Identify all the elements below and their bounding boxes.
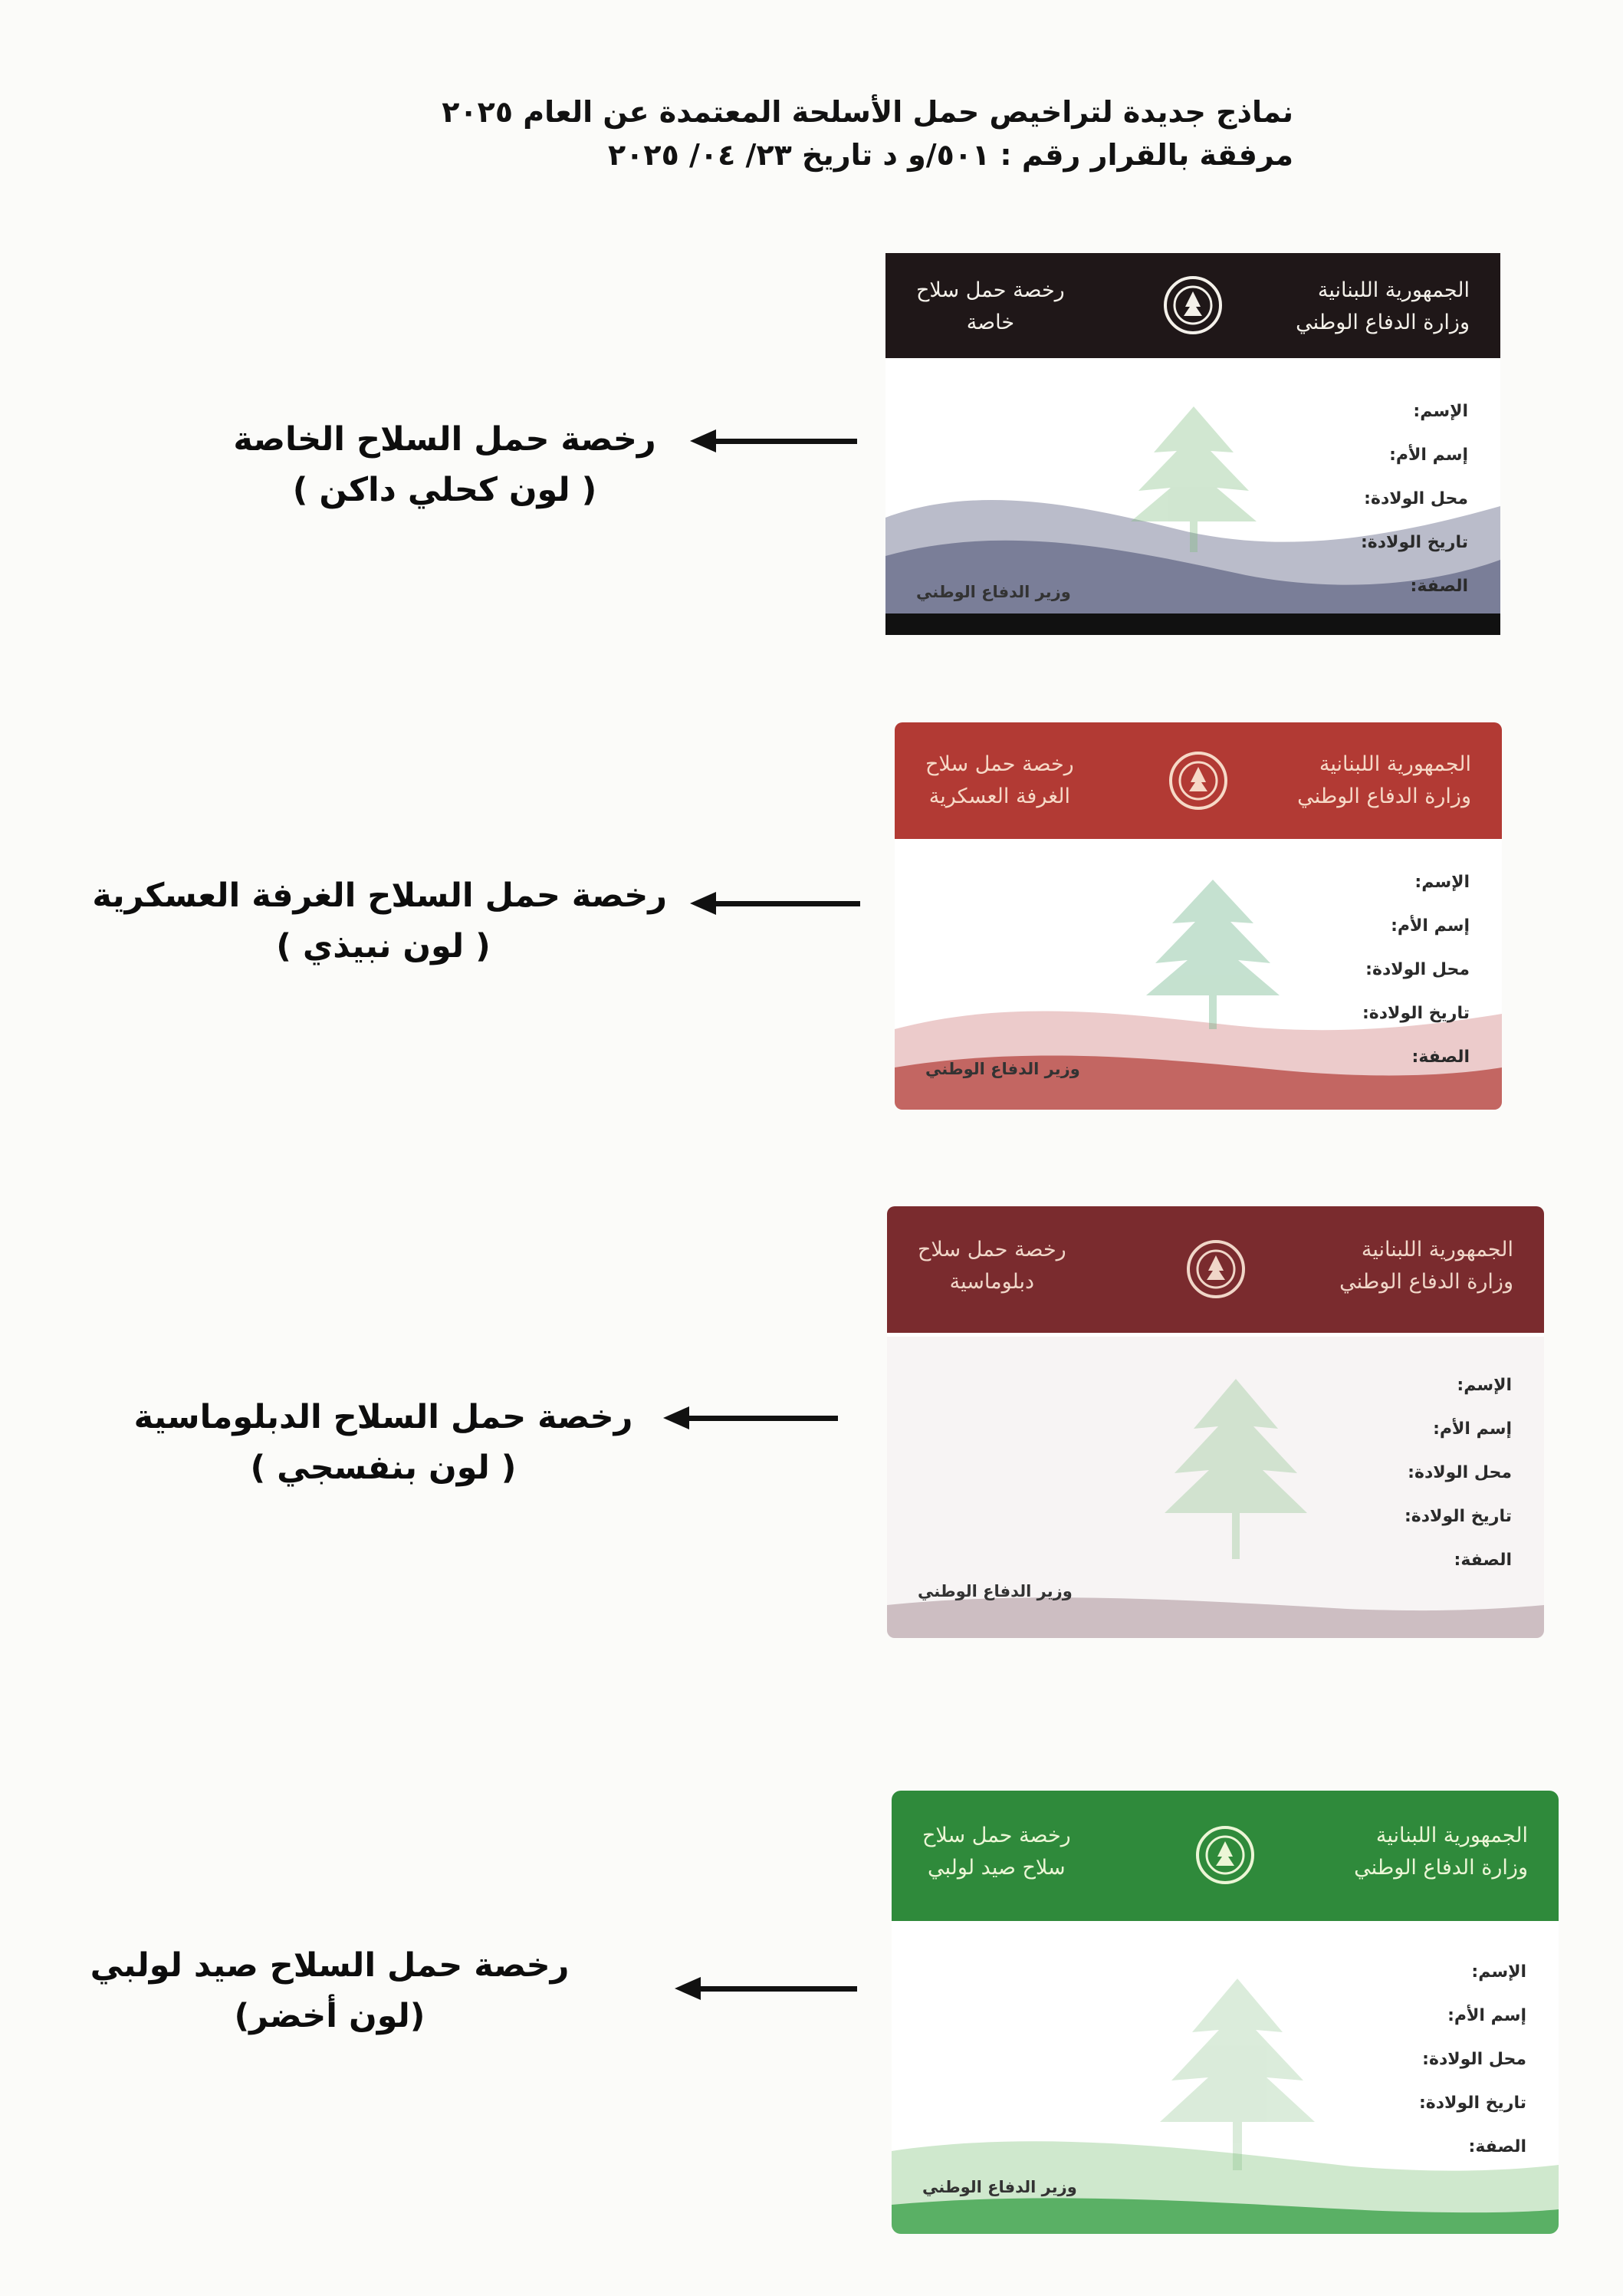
field-name: الإسم: bbox=[1414, 873, 1470, 892]
field-birthplace: محل الولادة: bbox=[1365, 960, 1470, 979]
republic-label: الجمهورية اللبنانية bbox=[1319, 752, 1471, 776]
field-birthplace: محل الولادة: bbox=[1408, 1463, 1512, 1482]
field-birthdate: تاريخ الولادة: bbox=[1418, 2094, 1526, 2113]
license-2-color-note: ( لون نبيذي ) bbox=[276, 927, 491, 965]
license-card-1-title bbox=[916, 275, 1065, 339]
army-emblem-icon bbox=[1161, 273, 1225, 337]
arrow-icon bbox=[663, 1406, 838, 1429]
republic-label: الجمهورية اللبنانية bbox=[1317, 278, 1470, 302]
arrow-icon bbox=[690, 892, 860, 915]
card-title-line-1: رخصة حمل سلاح bbox=[925, 752, 1074, 776]
license-card-2-band bbox=[895, 722, 1502, 839]
license-card-3-title bbox=[918, 1234, 1066, 1298]
license-card-2-fields bbox=[1362, 860, 1470, 1079]
license-card-4-band bbox=[892, 1791, 1559, 1921]
army-emblem-icon bbox=[1184, 1237, 1248, 1301]
field-title: الصفة: bbox=[1468, 2137, 1526, 2156]
license-2-caption bbox=[92, 870, 667, 972]
field-birthdate: تاريخ الولادة: bbox=[1362, 1004, 1470, 1023]
license-card-1-republic bbox=[1296, 275, 1470, 339]
field-mother-name: إسم الأم: bbox=[1391, 916, 1470, 936]
field-birthplace: محل الولادة: bbox=[1422, 2050, 1526, 2069]
license-card-4-fields bbox=[1419, 1950, 1526, 2169]
license-card-3-minister: وزير الدفاع الوطني bbox=[918, 1582, 1073, 1600]
field-title: الصفة: bbox=[1454, 1551, 1512, 1570]
republic-label: الجمهورية اللبنانية bbox=[1361, 1238, 1513, 1261]
document-header bbox=[373, 90, 1293, 176]
field-mother-name: إسم الأم: bbox=[1433, 1419, 1512, 1439]
license-card-3-band bbox=[887, 1206, 1544, 1333]
license-card-4-minister: وزير الدفاع الوطني bbox=[922, 2178, 1077, 2196]
republic-label: الجمهورية اللبنانية bbox=[1375, 1824, 1528, 1847]
card-title-line-2: الغرفة العسكرية bbox=[928, 785, 1070, 808]
field-name: الإسم: bbox=[1413, 402, 1468, 421]
field-birthdate: تاريخ الولادة: bbox=[1404, 1507, 1512, 1526]
field-name: الإسم: bbox=[1457, 1376, 1512, 1395]
field-title: الصفة: bbox=[1411, 1048, 1470, 1067]
license-card-3 bbox=[887, 1206, 1544, 1638]
license-card-3-republic bbox=[1339, 1234, 1513, 1298]
license-card-4 bbox=[892, 1791, 1559, 2234]
license-card-1-fields bbox=[1361, 390, 1468, 608]
license-1-title: رخصة حمل السلاح الخاصة bbox=[233, 420, 656, 459]
license-3-caption bbox=[130, 1392, 636, 1493]
card-title-line-2: دبلوماسية bbox=[949, 1270, 1035, 1294]
license-card-4-title bbox=[922, 1820, 1071, 1884]
ministry-label: وزارة الدفاع الوطني bbox=[1354, 1856, 1528, 1880]
license-card-3-fields bbox=[1405, 1363, 1512, 1582]
license-card-1-minister: وزير الدفاع الوطني bbox=[916, 583, 1071, 601]
header-decision-reference: مرفقة بالقرار رقم : ٥٠١/و د تاريخ ٢٣/ ٠٤/ ٢٠٢٥ bbox=[608, 138, 1293, 172]
card-title-line-1: رخصة حمل سلاح bbox=[916, 278, 1065, 302]
license-4-color-note: (لون أخضر) bbox=[234, 1997, 425, 2035]
field-name: الإسم: bbox=[1471, 1962, 1526, 1982]
license-1-caption bbox=[230, 414, 659, 515]
arrow-icon bbox=[690, 429, 857, 452]
ministry-label: وزارة الدفاع الوطني bbox=[1296, 311, 1470, 334]
license-2-title: رخصة حمل السلاح الغرفة العسكرية bbox=[92, 877, 667, 915]
license-3-title: رخصة حمل السلاح الدبلوماسية bbox=[133, 1398, 633, 1436]
army-emblem-icon bbox=[1193, 1823, 1257, 1887]
license-card-1 bbox=[885, 253, 1500, 635]
card-title-line-2: سلاح صيد لولبي bbox=[928, 1856, 1066, 1880]
license-card-2-title bbox=[925, 748, 1074, 813]
card-title-line-2: خاصة bbox=[966, 311, 1015, 334]
license-card-4-republic bbox=[1354, 1820, 1528, 1884]
license-1-color-note: ( لون كحلي داكن ) bbox=[292, 471, 597, 509]
license-card-2-minister: وزير الدفاع الوطني bbox=[925, 1060, 1080, 1078]
field-birthplace: محل الولادة: bbox=[1364, 489, 1468, 508]
arrow-icon bbox=[675, 1977, 857, 2000]
ministry-label: وزارة الدفاع الوطني bbox=[1297, 785, 1471, 808]
license-3-color-note: ( لون بنفسجي ) bbox=[250, 1449, 517, 1487]
ministry-label: وزارة الدفاع الوطني bbox=[1339, 1270, 1513, 1294]
license-4-title: رخصة حمل السلاح صيد لولبي bbox=[90, 1946, 570, 1985]
license-card-1-band bbox=[885, 253, 1500, 358]
license-card-2-republic bbox=[1297, 748, 1471, 813]
field-birthdate: تاريخ الولادة: bbox=[1360, 533, 1468, 552]
field-title: الصفة: bbox=[1410, 577, 1468, 596]
license-card-2 bbox=[895, 722, 1502, 1110]
field-mother-name: إسم الأم: bbox=[1447, 2006, 1526, 2025]
field-mother-name: إسم الأم: bbox=[1389, 446, 1468, 465]
army-emblem-icon bbox=[1166, 748, 1230, 813]
license-4-caption bbox=[69, 1940, 590, 2041]
header-title: نماذج جديدة لتراخيص حمل الأسلحة المعتمدة عن العام ٢٠٢٥ bbox=[442, 95, 1293, 129]
card-title-line-1: رخصة حمل سلاح bbox=[922, 1824, 1071, 1847]
card-title-line-1: رخصة حمل سلاح bbox=[918, 1238, 1066, 1261]
